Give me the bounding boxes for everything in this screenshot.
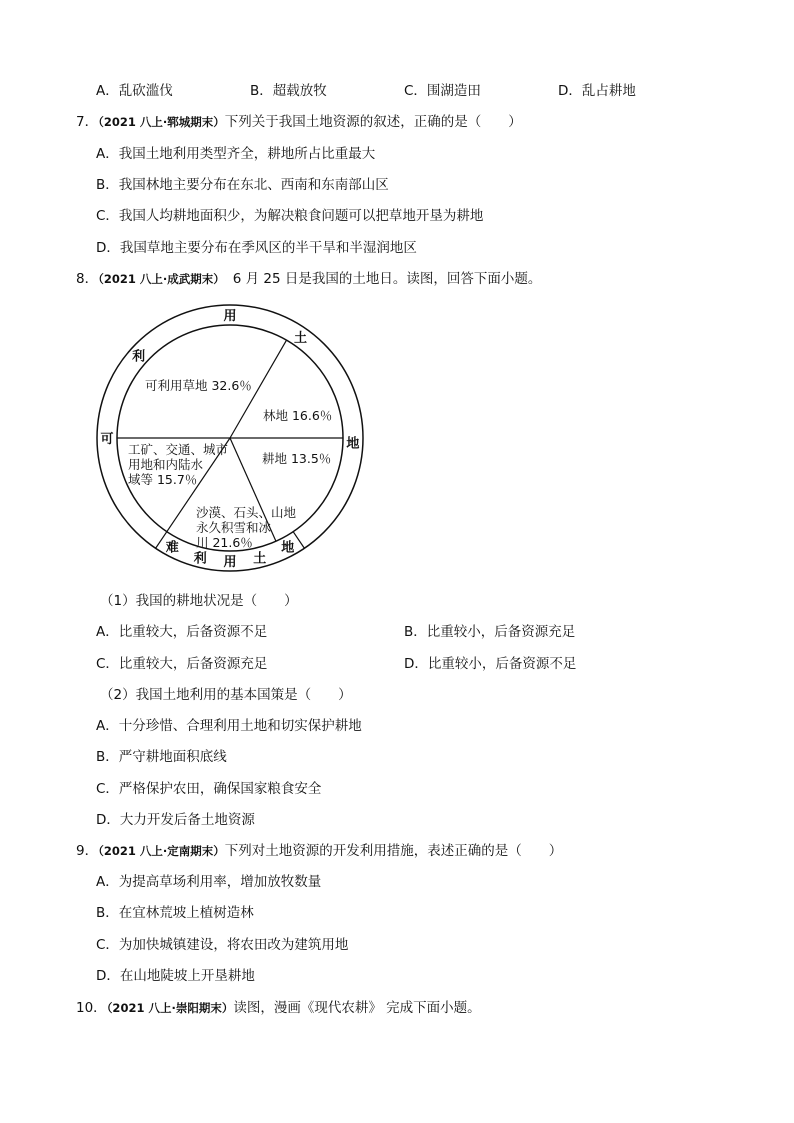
q8-sub1-option-b: B．比重较小，后备资源充足 bbox=[404, 624, 576, 640]
q10-question bbox=[76, 999, 481, 1017]
q6-option-a: A．乱砍滥伐 bbox=[96, 83, 173, 99]
q10-stem: 读图，漫画《现代农耕》 完成下面小题。 bbox=[233, 1000, 481, 1016]
q7-option-a: A．我国土地利用类型齐全，耕地所占比重最大 bbox=[96, 146, 376, 162]
q10-source: （2021 八上·崇阳期末） bbox=[106, 1001, 234, 1015]
slice-label-industrial-line-2: 域等 15.7％ bbox=[128, 472, 198, 487]
ring-label-usable-4: 地 bbox=[346, 436, 360, 452]
ring-label-hard-4: 地 bbox=[281, 540, 295, 556]
slice-label-desert-line-0: 沙漠、石头、山地 bbox=[196, 505, 297, 520]
q9-option-c: C．为加快城镇建设，将农田改为建筑用地 bbox=[96, 937, 349, 953]
q7-source: （2021 八上·郓城期末） bbox=[98, 115, 225, 129]
q8-stem: 6 月 25 日是我国的土地日。读图，回答下面小题。 bbox=[232, 271, 542, 287]
ring-label-hard-0: 难 bbox=[165, 540, 179, 556]
ring-label-usable-2: 用 bbox=[223, 309, 237, 324]
ring-label-hard-3: 土 bbox=[253, 551, 267, 567]
q8-sub1-option-a: A．比重较大，后备资源不足 bbox=[96, 624, 268, 640]
slice-label-grassland: 可利用草地 32.6％ bbox=[145, 378, 252, 393]
slice-label-desert-line-1: 永久积雪和冰 bbox=[196, 520, 272, 535]
q8-sub2-option-c: C．严格保护农田，确保国家粮食安全 bbox=[96, 781, 322, 797]
q7-question bbox=[76, 113, 522, 131]
q7-option-b: B．我国林地主要分布在东北、西南和东南部山区 bbox=[96, 177, 389, 193]
slice-label-forest: 林地 16.6％ bbox=[263, 408, 333, 423]
q9-source: （2021 八上·定南期末） bbox=[98, 844, 225, 858]
q6-option-b: B．超载放牧 bbox=[250, 83, 327, 99]
slice-label-desert-line-2: 川 21.6％ bbox=[196, 535, 253, 550]
q7-number: 7． bbox=[76, 114, 99, 130]
q8-number: 8． bbox=[76, 271, 99, 287]
q7-option-d: D．我国草地主要分布在季风区的半干旱和半湿润地区 bbox=[96, 240, 417, 256]
q9-option-d: D．在山地陡坡上开垦耕地 bbox=[96, 968, 255, 984]
slice-label-cropland: 耕地 13.5％ bbox=[262, 451, 332, 466]
ring-divider-right bbox=[293, 532, 304, 549]
slice-label-industrial-line-0: 工矿、交通、城市 bbox=[128, 442, 229, 457]
q8-sub2-option-d: D．大力开发后备土地资源 bbox=[96, 812, 255, 828]
ring-label-hard-2: 用 bbox=[223, 555, 237, 570]
land-use-pie-chart bbox=[90, 300, 370, 580]
ring-label-usable-1: 利 bbox=[132, 349, 146, 365]
q9-option-b: B．在宜林荒坡上植树造林 bbox=[96, 905, 254, 921]
q7-stem: 下列关于我国土地资源的叙述，正确的是（ ） bbox=[224, 114, 522, 130]
ring-label-usable-3: 土 bbox=[294, 331, 308, 347]
q8-sub2-option-b: B．严守耕地面积底线 bbox=[96, 749, 227, 765]
q8-sub1-option-c: C．比重较大，后备资源充足 bbox=[96, 656, 268, 672]
q9-stem: 下列对土地资源的开发利用措施，表述正确的是（ ） bbox=[224, 843, 563, 859]
q6-option-c: C．围湖造田 bbox=[404, 83, 481, 99]
q8-sub2-stem: （2）我国土地利用的基本国策是（ ） bbox=[100, 687, 352, 703]
q9-question bbox=[76, 842, 562, 860]
q9-option-a: A．为提高草场利用率，增加放牧数量 bbox=[96, 874, 322, 890]
slice-label-industrial-line-1: 用地和内陆水 bbox=[128, 457, 204, 472]
q8-sub1-option-d: D．比重较小，后备资源不足 bbox=[404, 656, 577, 672]
ring-label-usable-0: 可 bbox=[100, 432, 114, 447]
q7-option-c: C．我国人均耕地面积少，为解决粮食问题可以把草地开垦为耕地 bbox=[96, 208, 484, 224]
q8-source: （2021 八上·成武期末） bbox=[98, 272, 225, 286]
q8-sub1-stem: （1）我国的耕地状况是（ ） bbox=[100, 593, 298, 609]
q10-number: 10． bbox=[76, 1000, 107, 1016]
q9-number: 9． bbox=[76, 843, 99, 859]
ring-label-hard-1: 利 bbox=[193, 551, 207, 567]
q8-sub2-option-a: A．十分珍惜、合理利用土地和切实保护耕地 bbox=[96, 718, 362, 734]
q8-question bbox=[76, 270, 541, 288]
q6-option-d: D．乱占耕地 bbox=[558, 83, 636, 99]
